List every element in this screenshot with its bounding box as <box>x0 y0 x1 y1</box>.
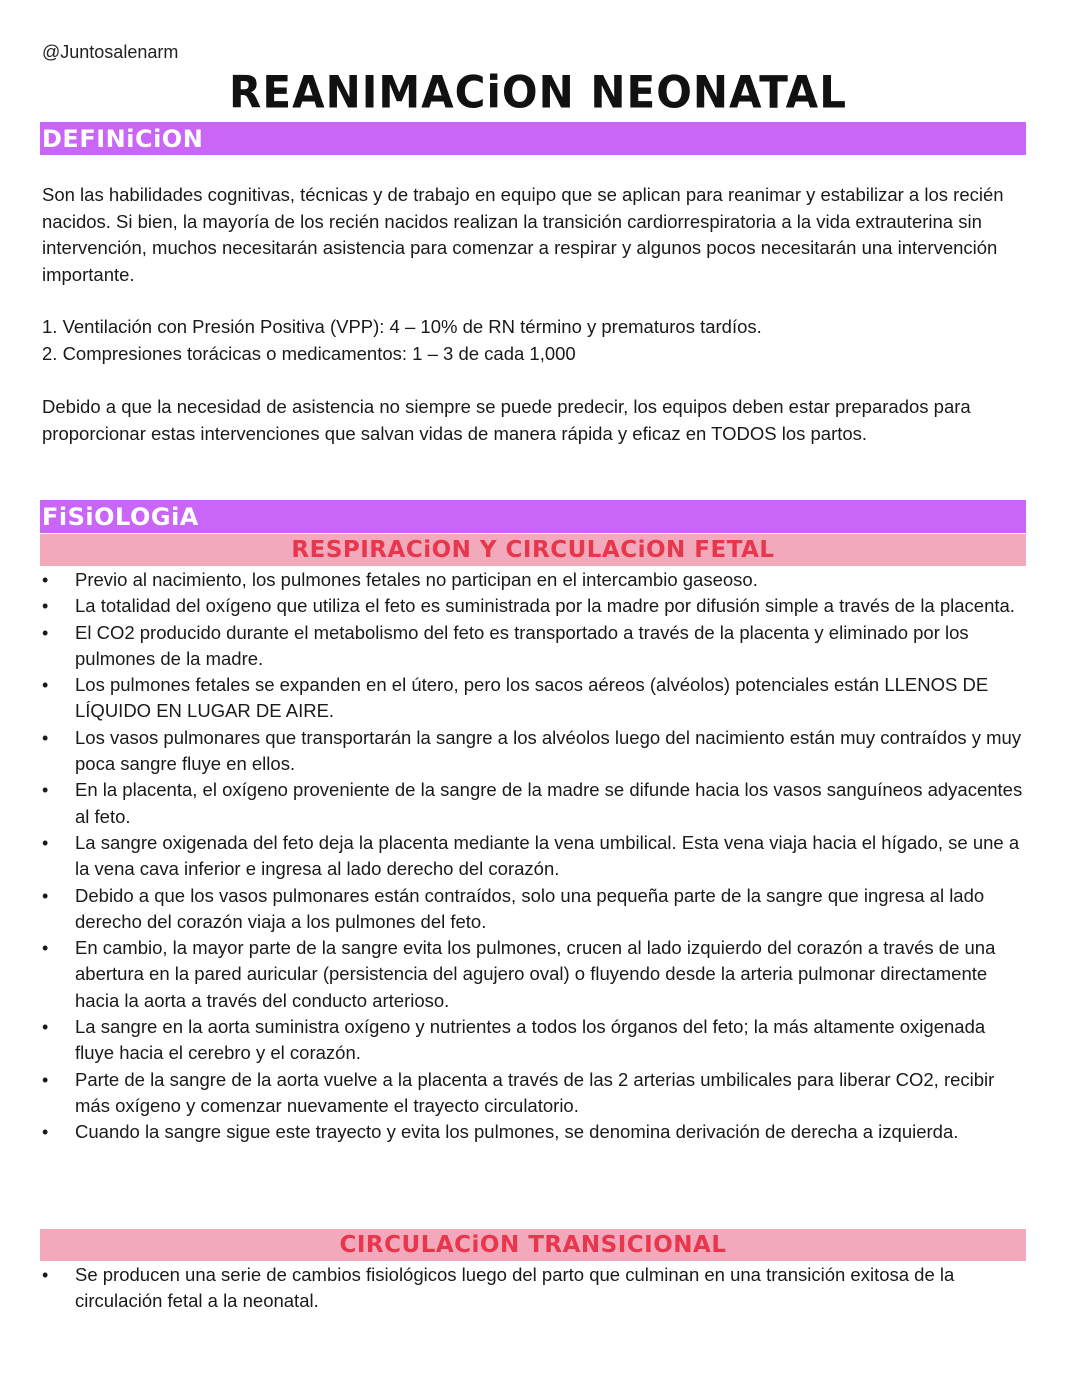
bullet-list-circulacion-transicional <box>42 1262 1027 1315</box>
definicion-paragraph-1: Son las habilidades cognitivas, técnicas y de trabajo en equipo que se aplican para reanimar y estabilizar a los recién nacidos. Si bien, la mayoría de los recién nacidos realizan la transición cardiorrespiratoria a la vida extrauterina sin intervención, muchos necesitarán asistencia para comenzar a respirar y algunos pocos necesitarán una intervención importante. <box>42 184 1004 285</box>
subsection-header-respiracion <box>40 534 1026 566</box>
section-heading-fisiologia: FiSiOLOGiA <box>42 503 199 531</box>
subsection-heading-circulacion-transicional: CIRCULACiON TRANSICIONAL <box>339 1232 727 1258</box>
list-item: • El CO2 producido durante el metabolismo del feto es transportado a través de la placenta y eliminado por los pulmones de la madre. <box>42 620 1027 673</box>
list-item: • Debido a que los vasos pulmonares están contraídos, solo una pequeña parte de la sangre que ingresa al lado derecho del corazón viaja a los pulmones del feto. <box>42 883 1027 936</box>
list-item: • Parte de la sangre de la aorta vuelve a la placenta a través de las 2 arterias umbilicales para liberar CO2, recibir más oxígeno y comenzar nuevamente el trayecto circulatorio. <box>42 1067 1027 1120</box>
page-title: REANIMACiON NEONATAL <box>229 66 847 119</box>
list-item: • Los vasos pulmonares que transportarán la sangre a los alvéolos luego del nacimiento están muy contraídos y muy poca sangre fluye en ellos. <box>42 725 1027 778</box>
subsection-header-circulacion-transicional <box>40 1229 1026 1261</box>
definicion-list-item-1: 1. Ventilación con Presión Positiva (VPP): 4 – 10% de RN término y prematuros tardíos. <box>42 316 762 337</box>
list-item: • En la placenta, el oxígeno proveniente de la sangre de la madre se difunde hacia los vasos sanguíneos adyacentes al feto. <box>42 777 1027 830</box>
list-item: • La sangre en la aorta suministra oxígeno y nutrientes a todos los órganos del feto; la más altamente oxigenada fluye hacia el cerebro y el corazón. <box>42 1014 1027 1067</box>
list-item: • La sangre oxigenada del feto deja la placenta mediante la vena umbilical. Esta vena viaja hacia el hígado, se une a la vena cava inferior e ingresa al lado derecho del corazón. <box>42 830 1027 883</box>
bullet-list-respiracion <box>42 567 1027 1146</box>
section-header-definicion <box>40 122 1026 155</box>
section-heading-definicion: DEFINiCiON <box>42 125 204 153</box>
section-header-fisiologia <box>40 500 1026 533</box>
list-item: • Los pulmones fetales se expanden en el útero, pero los sacos aéreos (alvéolos) potenciales están LLENOS DE LÍQUIDO EN LUGAR DE AIRE. <box>42 672 1027 725</box>
list-item: • En cambio, la mayor parte de la sangre evita los pulmones, crucen al lado izquierdo del corazón a través de una abertura en la pared auricular (persistencia del agujero oval) o fluyendo desde la arteria pulmonar directamente hacia la aorta a través del conducto arterioso. <box>42 935 1027 1014</box>
list-item: • Se producen una serie de cambios fisiológicos luego del parto que culminan en una transición exitosa de la circulación fetal a la neonatal. <box>42 1262 1027 1315</box>
list-item: • La totalidad del oxígeno que utiliza el feto es suministrada por la madre por difusión simple a través de la placenta. <box>42 593 1027 619</box>
definicion-paragraph-2: Debido a que la necesidad de asistencia no siempre se puede predecir, los equipos deben estar preparados para proporcionar estas intervenciones que salvan vidas de manera rápida y eficaz en TODOS los partos. <box>42 396 971 444</box>
list-item: • Cuando la sangre sigue este trayecto y evita los pulmones, se denomina derivación de derecha a izquierda. <box>42 1119 1027 1145</box>
list-item: • Previo al nacimiento, los pulmones fetales no participan en el intercambio gaseoso. <box>42 567 1027 593</box>
author-handle: @Juntosalenarm <box>42 42 179 62</box>
definicion-list-item-2: 2. Compresiones torácicas o medicamentos: 1 – 3 de cada 1,000 <box>42 343 576 364</box>
subsection-heading-respiracion: RESPIRACiON Y CIRCULACiON FETAL <box>291 537 775 563</box>
